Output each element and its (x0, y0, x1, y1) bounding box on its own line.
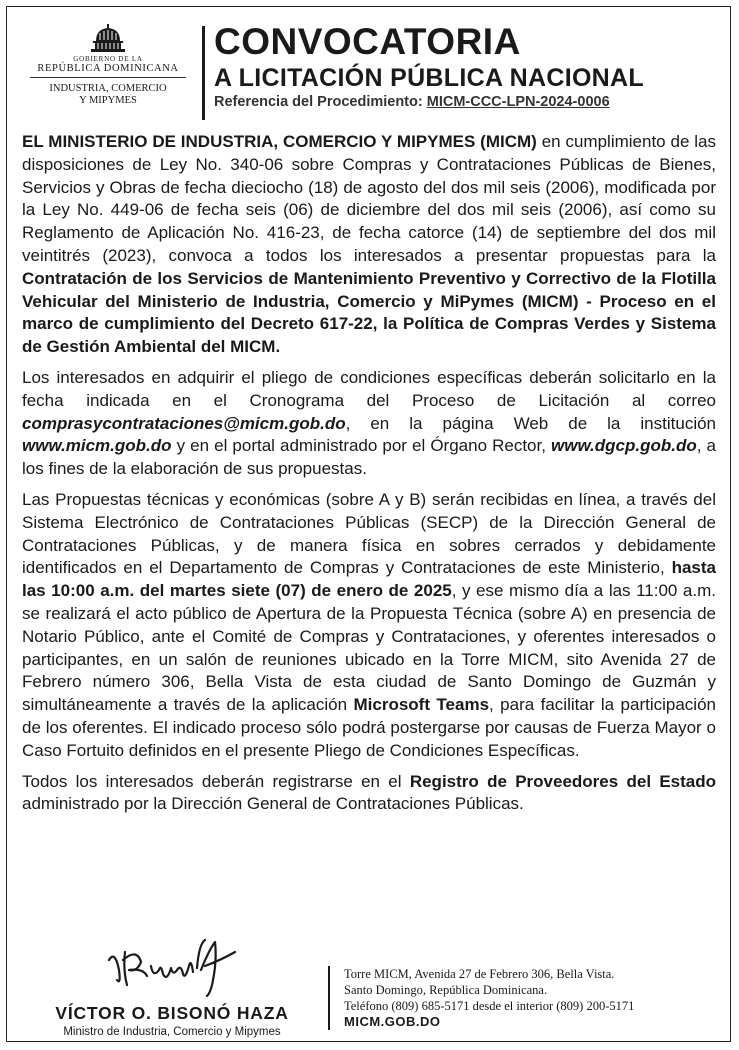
header-divider (202, 26, 205, 120)
paragraph-2-text-a: Los interesados en adquirir el pliego de condiciones específicas deberán solicitarlo en la fecha indicada en el Cronograma del Proceso de Licitación al correo (22, 367, 716, 410)
procedure-reference (214, 92, 644, 112)
signatory-name: VÍCTOR O. BISONÓ HAZA (55, 1003, 289, 1023)
phone-line: Teléfono (809) 685-5171 desde el interior (809) 200-5171 (344, 999, 635, 1013)
title-block (214, 20, 644, 112)
paragraph-3 (22, 489, 716, 763)
address-line-2: Santo Domingo, República Dominicana. (344, 983, 548, 997)
paragraph-3-text-c: , para facilitar la participación de los oferentes. El indicado proceso sólo podrá postergarse por causas de Fuerza Mayor o Caso Fortuito definidos en el presente Pliego de Condiciones Específicas. (22, 695, 716, 760)
address-line-1: Torre MICM, Avenida 27 de Febrero 306, Bella Vista. (344, 967, 615, 981)
paragraph-4-text-a: Todos los interesados deberán registrarse en el (22, 771, 410, 791)
paragraph-4 (22, 771, 716, 817)
paragraph-1 (22, 131, 716, 359)
supplier-registry: Registro de Proveedores del Estado (409, 771, 716, 791)
paragraph-3-text-a: Las Propuestas técnicas y económicas (sobre A y B) serán recibidas en línea, a través del Sistema Electrónico de Contrataciones Públicas (SECP) de la Dirección General de Contrataciones Públicas, y de manera física en sobres cerrados y debidamente identificados en el Departamento de Compras y Contrataciones de este Ministerio, (22, 489, 716, 578)
gov-line-1: GOBIERNO DE LA (73, 55, 143, 63)
teams-app: Microsoft Teams (353, 695, 490, 715)
paragraph-4-text-b: administrado por la Dirección General de Contrataciones Públicas. (22, 794, 524, 814)
reference-code: MICM-CCC-LPN-2024-0006 (426, 94, 610, 110)
contact-block (344, 966, 634, 1030)
header (22, 20, 722, 120)
contact-email[interactable]: comprasycontrataciones@micm.gob.do (22, 413, 346, 433)
paragraph-2-text-b: , en la página Web de la institución (345, 413, 716, 433)
dgcp-website-link[interactable]: www.dgcp.gob.do (551, 436, 697, 456)
handwritten-signature (97, 930, 247, 1000)
capitol-dome-icon (88, 24, 128, 54)
government-logo (22, 24, 194, 107)
ministry-line-2: Y MIPYMES (79, 95, 137, 106)
footer-divider (328, 966, 330, 1030)
page-subtitle: A LICITACIÓN PÚBLICA NACIONAL (214, 64, 644, 92)
ministry-line-1: INDUSTRIA, COMERCIO (49, 83, 167, 94)
gov-line-2: REPÚBLICA DOMINICANA (30, 63, 186, 78)
paragraph-2-text-c: y en el portal administrado por el Órgano Rector, (171, 436, 551, 456)
paragraph-2-text-d: , a los fines de la elaboración de sus propuestas. (22, 436, 716, 479)
deadline: hasta las 10:00 a.m. del martes siete (07) de enero de 2025 (22, 558, 716, 601)
signature-block (22, 930, 322, 1038)
page-title: CONVOCATORIA (214, 21, 521, 62)
footer-website-link[interactable]: MICM.GOB.DO (344, 1014, 441, 1029)
paragraph-1-text: en cumplimiento de las disposiciones de Ley No. 340-06 sobre Compras y Contrataciones Públicas de Bienes, Servicios y Obras de fecha dieciocho (18) de agosto del dos mil seis (2006), modificada por la Ley No. 449-06 de fecha seis (06) de diciembre del dos mil seis (2006), así como su Reglamento de Aplicación No. 416-23, de fecha catorce (14) de septiembre del dos mil veintitrés (2023), convoca a todos los interesados a presentar propuestas para la (22, 132, 716, 265)
ministry-name: EL MINISTERIO DE INDUSTRIA, COMERCIO Y MIPYMES (MICM) (22, 132, 537, 151)
micm-website-link[interactable]: www.micm.gob.do (22, 436, 172, 456)
paragraph-3-text-b: , y ese mismo día a las 11:00 a.m. se realizará el acto público de Apertura de la Propuesta Técnica (sobre A) en presencia de Notario Público, ante el Comité de Compras y Contrataciones, y oferentes interesados o participantes, en un salón de reuniones ubicado en la Torre MICM, sito Avenida 27 de Febrero número 306, Bella Vista de esta ciudad de Santo Domingo de Guzmán y simultáneamente a través de la aplicación (22, 581, 716, 715)
signatory-role: Ministro de Industria, Comercio y Mipymes (63, 1026, 281, 1038)
paragraph-2 (22, 367, 716, 481)
contract-object: Contratación de los Servicios de Mantenimiento Preventivo y Correctivo de la Flotilla Vehicular del Ministerio de Industria, Comercio y MiPymes (MICM) - Proceso en el marco de cumplimiento del Decreto 617-22, la Política de Compras Verdes y Sistema de Gestión Ambiental del MICM. (22, 268, 716, 357)
reference-label: Referencia del Procedimiento: (214, 94, 423, 110)
announcement-body (22, 131, 716, 824)
